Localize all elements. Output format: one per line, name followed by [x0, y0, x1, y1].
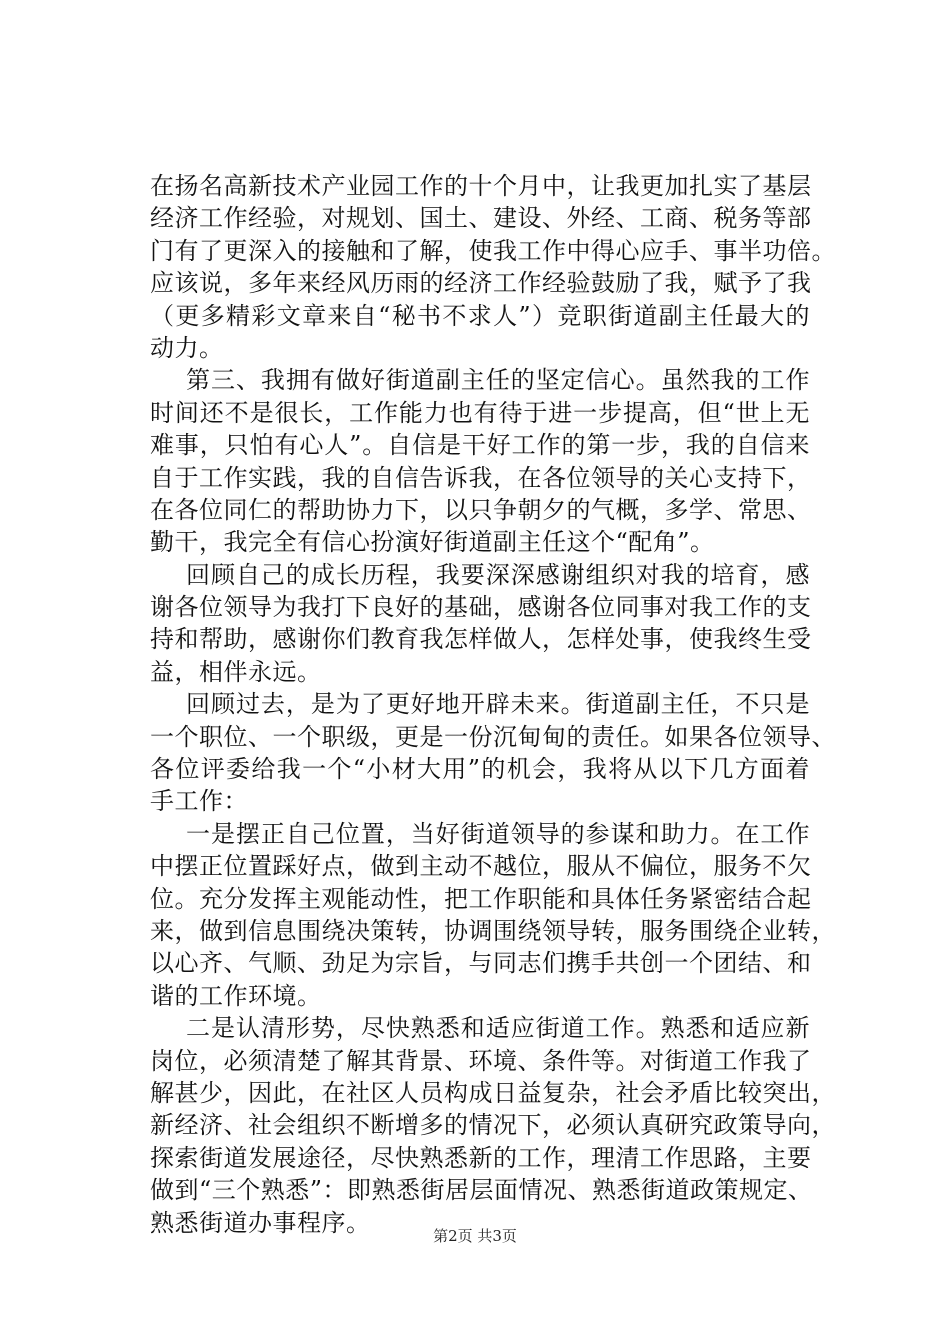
- text-line: 回顾过去，是为了更好地开辟未来。街道副主任，不只是: [186, 690, 810, 719]
- text-line: 一个职位、一个职级，更是一份沉甸甸的责任。如果各位领导、: [150, 722, 836, 751]
- text-line: 一是摆正自己位置，当好街道领导的参谋和助力。在工作: [186, 819, 810, 848]
- text-line: 二是认清形势，尽快熟悉和适应街道工作。熟悉和适应新: [186, 1014, 810, 1043]
- text-line: 手工作：: [150, 787, 248, 816]
- text-line: 难事，只怕有心人”。自信是干好工作的第一步，我的自信来: [150, 431, 810, 460]
- text-line: 来，做到信息围绕决策转，协调围绕领导转，服务围绕企业转，: [150, 916, 836, 945]
- text-line: 解甚少，因此，在社区人员构成日益复杂，社会矛盾比较突出，: [150, 1078, 836, 1107]
- text-line: 应该说，多年来经风历雨的经济工作经验鼓励了我，赋予了我: [150, 269, 812, 298]
- text-line: 岗位，必须清楚了解其背景、环境、条件等。对街道工作我了: [150, 1046, 812, 1075]
- text-line: 做到“三个熟悉”：即熟悉街居层面情况、熟悉街道政策规定、: [150, 1176, 813, 1205]
- text-line: 回顾自己的成长历程，我要深深感谢组织对我的培育，感: [186, 560, 810, 589]
- text-line: 中摆正位置踩好点，做到主动不越位，服从不偏位，服务不欠: [150, 852, 812, 881]
- text-line: 持和帮助，感谢你们教育我怎样做人，怎样处事，使我终生受: [150, 625, 812, 654]
- text-line: 位。充分发挥主观能动性，把工作职能和具体任务紧密结合起: [150, 884, 812, 913]
- text-line: 勤干，我完全有信心扮演好街道副主任这个“配角”。: [150, 528, 715, 557]
- page-footer: 第2页 共3页: [433, 1227, 517, 1245]
- text-line: 新经济、社会组织不断增多的情况下，必须认真研究政策导向，: [150, 1111, 836, 1140]
- text-line: 各位评委给我一个“小材大用”的机会，我将从以下几方面着: [150, 755, 810, 784]
- text-line: （更多精彩文章来自“秘书不求人”）竞职街道副主任最大的: [150, 301, 810, 330]
- text-line: 经济工作经验，对规划、国土、建设、外经、工商、税务等部: [150, 204, 812, 233]
- text-line: 探索街道发展途径，尽快熟悉新的工作，理清工作思路，主要: [150, 1143, 812, 1172]
- text-line: 时间还不是很长，工作能力也有待于进一步提高，但“世上无: [150, 398, 810, 427]
- text-line: 谐的工作环境。: [150, 981, 322, 1010]
- text-line: 在各位同仁的帮助协力下，以只争朝夕的气概，多学、常思、: [150, 495, 812, 524]
- document-body: [150, 170, 836, 1239]
- text-line: 自于工作实践，我的自信告诉我，在各位领导的关心支持下，: [150, 463, 812, 492]
- text-line: 门有了更深入的接触和了解，使我工作中得心应手、事半功倍。: [150, 236, 836, 265]
- text-line: 益，相伴永远。: [150, 657, 322, 686]
- text-line: 熟悉街道办事程序。: [150, 1208, 371, 1237]
- text-line: 在扬名高新技术产业园工作的十个月中，让我更加扎实了基层: [150, 172, 812, 200]
- text-line: 谢各位领导为我打下良好的基础，感谢各位同事对我工作的支: [150, 593, 812, 622]
- text-line: 以心齐、气顺、劲足为宗旨，与同志们携手共创一个团结、和: [150, 949, 812, 978]
- text-line: 第三、我拥有做好街道副主任的坚定信心。虽然我的工作: [186, 366, 810, 395]
- text-line: 动力。: [150, 333, 224, 362]
